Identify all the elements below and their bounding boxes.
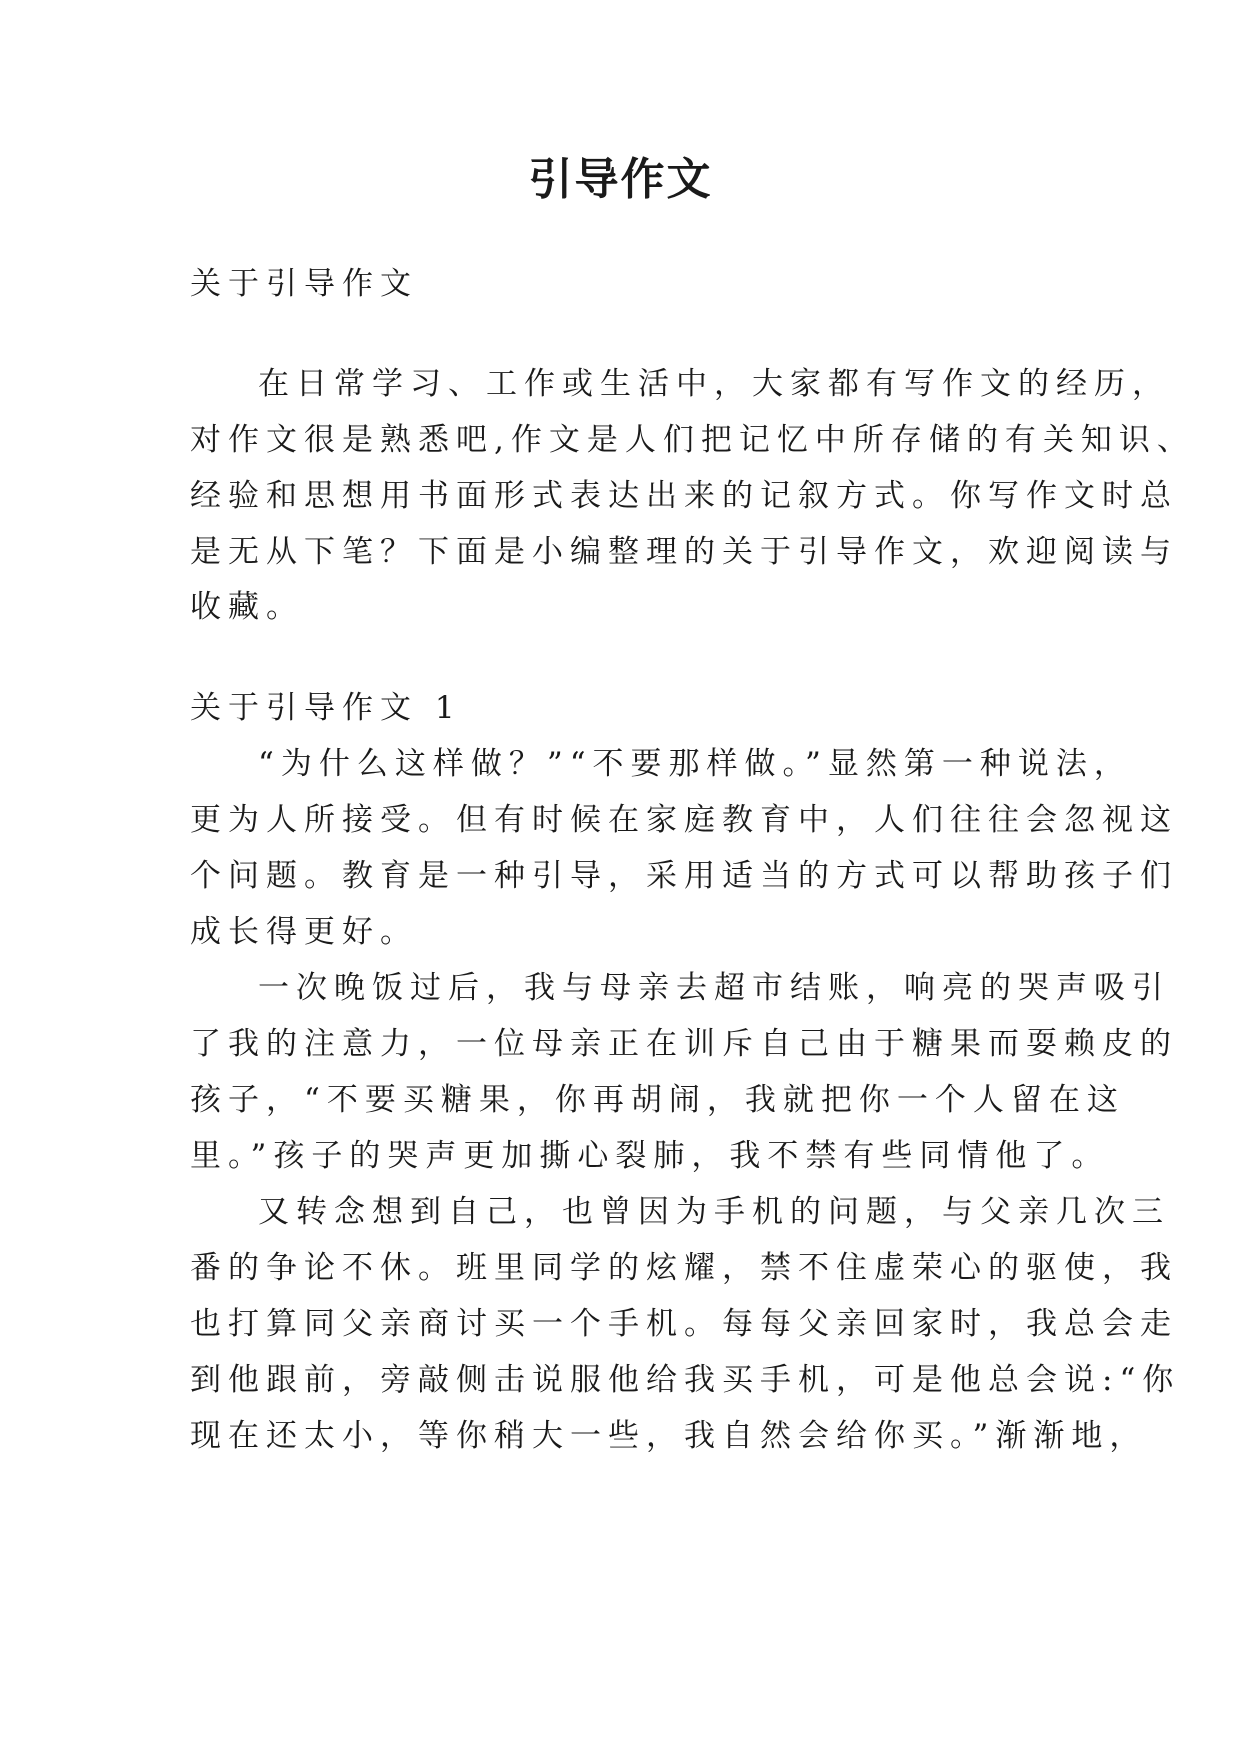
body-line: 番的争论不休。班里同学的炫耀，禁不住虚荣心的驱使，我 xyxy=(190,1250,1178,1286)
body-line: 一次晚饭过后，我与母亲去超市结账，响亮的哭声吸引 xyxy=(258,970,1170,1006)
body-line: 了我的注意力，一位母亲正在训斥自己由于糖果而耍赖皮的 xyxy=(190,1026,1178,1062)
body-line: 个问题。教育是一种引导，采用适当的方式可以帮助孩子们 xyxy=(190,858,1178,894)
body-line: 到他跟前，旁敲侧击说服他给我买手机，可是他总会说:“你 xyxy=(190,1362,1181,1398)
intro-line: 对作文很是熟悉吧,作文是人们把记忆中所存储的有关知识、 xyxy=(190,422,1195,458)
document-title: 引导作文 xyxy=(528,154,713,205)
intro-line: 收藏。 xyxy=(190,589,304,625)
body-line: 又转念想到自己，也曾因为手机的问题，与父亲几次三 xyxy=(258,1194,1170,1230)
body-line: 现在还太小，等你稍大一些，我自然会给你买。”渐渐地， xyxy=(190,1418,1148,1454)
body-line: 孩子，“不要买糖果，你再胡闹，我就把你一个人留在这 xyxy=(190,1082,1125,1118)
intro-line: 经验和思想用书面形式表达出来的记叙方式。你写作文时总 xyxy=(190,478,1178,514)
intro-line: 是无从下笔？下面是小编整理的关于引导作文，欢迎阅读与 xyxy=(190,534,1178,570)
body-line: “为什么这样做？”“不要那样做。”显然第一种说法， xyxy=(258,746,1132,782)
intro-line: 在日常学习、工作或生活中，大家都有写作文的经历， xyxy=(258,366,1170,402)
body-line: 里。”孩子的哭声更加撕心裂肺，我不禁有些同情他了。 xyxy=(190,1138,1110,1174)
body-line: 成长得更好。 xyxy=(190,914,418,950)
section-heading: 关于引导作文 1 xyxy=(190,690,462,726)
document-subtitle: 关于引导作文 xyxy=(190,266,418,302)
body-line: 也打算同父亲商讨买一个手机。每每父亲回家时，我总会走 xyxy=(190,1306,1178,1342)
body-line: 更为人所接受。但有时候在家庭教育中，人们往往会忽视这 xyxy=(190,802,1178,838)
